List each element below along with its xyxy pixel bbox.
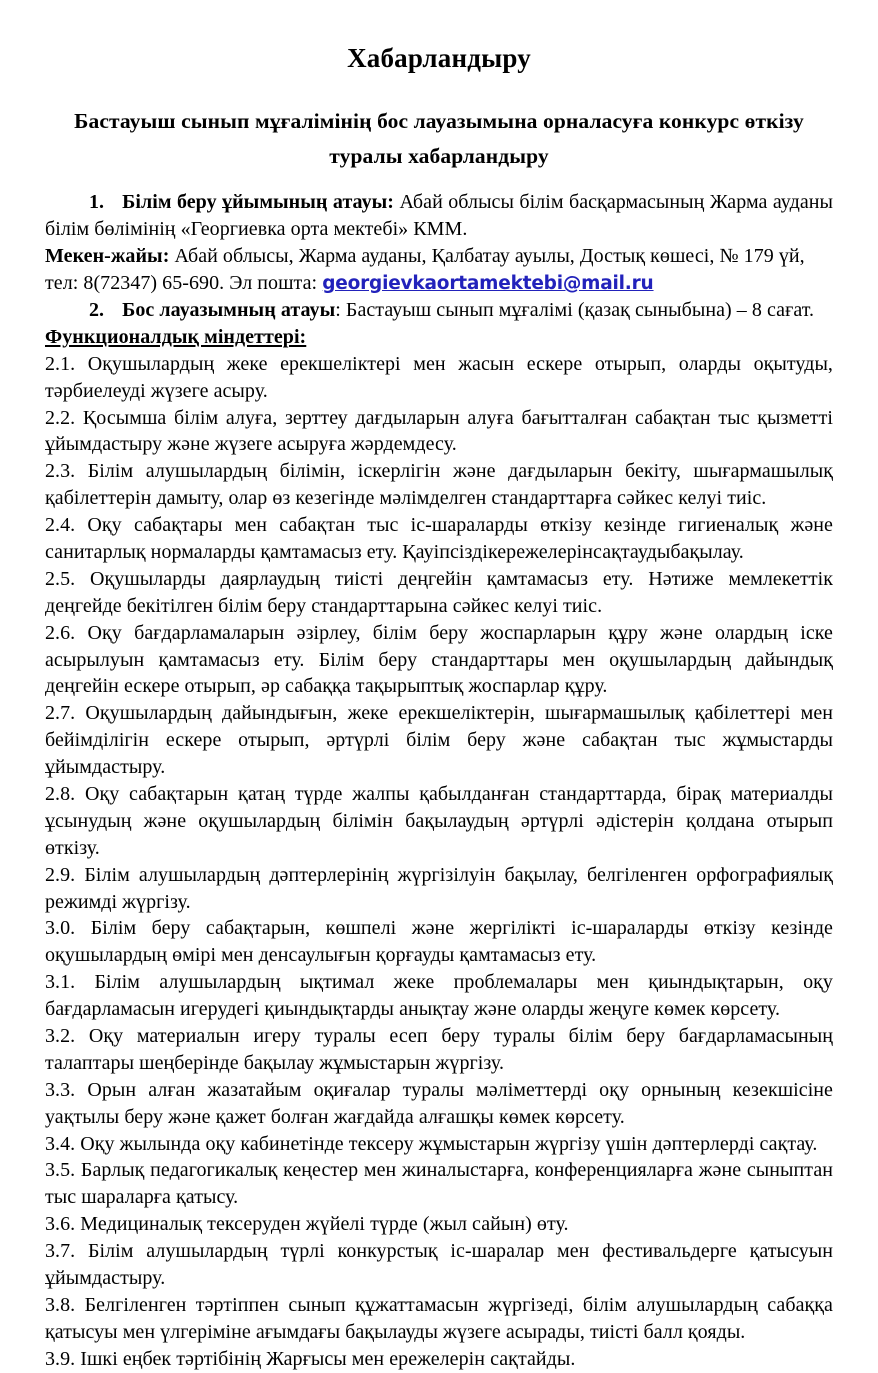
section-vacancy-name	[45, 297, 833, 324]
section-2-text: Бастауыш сынып мұғалімі (қазақ сыныбына) – 8 сағат.	[345, 298, 815, 321]
duty-text: Оқу сабақтарын қатаң түрде жалпы қабылданған стандарттарда, бірақ материалды ұсынудың және оқушылардың білімін бақылаудың әртүрлі әдістерін қолдана отырып өткізу.	[45, 783, 833, 859]
duty-text: Оқу жылында оқу кабинетінде тексеру жұмыстарын жүргізу үшін дәптерлерді сақтау.	[80, 1132, 818, 1155]
duty-text: Білім алушылардың дәптерлерінің жүргізілуін бақылау, белгіленген орфографиялық режимді жүргізу.	[45, 863, 833, 913]
duty-text: Барлық педагогикалық кеңестер мен жиналыстарға, конференцияларға және сыныптан тыс шараларға қатысу.	[45, 1159, 833, 1209]
page-title: Хабарландыру	[347, 43, 531, 73]
duty-text: Медициналық тексеруден жүйелі түрде (жыл сайын) өту.	[80, 1213, 569, 1236]
section-1-label: Білім беру ұйымының атауы:	[122, 191, 395, 214]
duty-item	[45, 566, 833, 620]
duty-number: 2.7.	[45, 702, 76, 725]
duty-item	[45, 1211, 833, 1238]
duty-item	[45, 700, 833, 781]
duty-number: 2.4.	[45, 514, 76, 537]
duty-number: 2.6.	[45, 621, 76, 644]
section-2-label: Бос лауазымның атауы	[122, 298, 336, 321]
duty-item	[45, 351, 833, 405]
address-text: Абай облысы, Жарма ауданы, Қалбатау ауылы, Достық көшесі, № 179 үй,	[174, 245, 805, 268]
duty-text: Орын алған жазатайым оқиғалар туралы мәліметтерді оқу орнының кезекшісіне уақтылы беру және қажет болған жағдайда алғашқы көмек көрсету.	[45, 1078, 833, 1128]
section-2-number: 2.	[89, 298, 105, 321]
duty-number: 2.8.	[45, 783, 76, 805]
duty-number: 3.3.	[45, 1078, 76, 1101]
duty-number: 3.4.	[45, 1132, 76, 1155]
page-subtitle: Бастауыш сынып мұғалімінің бос лауазымына орналасуға конкурс өткізу туралы хабарландыру	[74, 108, 804, 168]
duty-item	[45, 1023, 833, 1077]
duty-item	[45, 915, 833, 969]
duty-number: 2.1.	[45, 352, 76, 375]
phone-text: тел: 8(72347) 65-690. Эл пошта:	[45, 272, 318, 295]
duty-item	[45, 1292, 833, 1346]
duty-number: 2.5.	[45, 567, 76, 590]
duty-item	[45, 458, 833, 512]
section-2-colon: :	[335, 298, 341, 321]
section-1-number: 1.	[89, 191, 105, 214]
duty-number: 3.2.	[45, 1025, 76, 1048]
duty-item	[45, 1131, 833, 1158]
duty-text: Оқушылардың жеке ерекшеліктері мен жасын ескере отырып, оларды оқытуды, тәрбиелеуді жүзеге асыру.	[45, 352, 833, 402]
duties-heading: Функционалдық міндеттері:	[45, 325, 307, 348]
duty-text: Білім алушылардың түрлі конкурстық іс-шаралар мен фестивальдерге қатысуын ұйымдастыру.	[45, 1240, 833, 1290]
duty-number: 3.6.	[45, 1213, 76, 1236]
duty-number: 2.9.	[45, 863, 76, 886]
duty-number: 3.0.	[45, 917, 76, 940]
duty-text: Оқушылардың дайындығын, жеке ерекшеліктерін, шығармашылық қабілеттері мен бейімділігін ескере отырып, әртүрлі білім беру және сабақтан тыс жұмыстарды ұйымдастыру.	[45, 702, 833, 779]
duty-number: 2.2.	[45, 406, 76, 429]
duty-item	[45, 405, 833, 459]
section-organization-name	[45, 189, 833, 243]
duty-text: Қосымша білім алуға, зерттеу дағдыларын алуға бағытталған сабақтан тыс қызметті ұйымдастыру және жүзеге асыруға жәрдемдесу.	[45, 406, 833, 456]
duty-item	[45, 620, 833, 701]
duty-text: Оқу материалын игеру туралы есеп беру туралы білім беру бағдарламасының талаптары шеңберінде бақылау жұмыстарын жүргізу.	[45, 1025, 833, 1074]
duty-text: Ішкі еңбек тәртібінің Жарғысы мен ережелерін сақтайды.	[80, 1347, 576, 1370]
duty-item	[45, 862, 833, 916]
duty-text: Оқу сабақтары мен сабақтан тыс іс-шараларды өткізу кезінде гигиеналық және санитарлық нормаларды қамтамасыз ету. Қауіпсіздікережелерінсақтаудыбақылау.	[45, 514, 833, 563]
duty-item	[45, 1077, 833, 1131]
duty-text: Оқушыларды даярлаудың тиісті деңгейін қамтамасыз ету. Нәтиже мемлекеттік деңгейде бекітілген білім беру стандарттарына сәйкес келуі тиіс.	[45, 567, 833, 617]
duty-number: 3.9.	[45, 1347, 76, 1370]
duty-text: Білім алушылардың ықтимал жеке проблемалары мен қиындықтарын, оқу бағдарламасын игерудегі қиындықтарды анықтау және оларды жеңуге көмек көрсету.	[45, 971, 833, 1021]
duty-text: Белгіленген тәртіппен сынып құжаттамасын жүргізеді, білім алушылардың сабаққа қатысуы мен үлгеріміне ағымдағы бақылауды жүзеге асырады, тиісті балл қояды.	[45, 1293, 833, 1343]
duty-item	[45, 1238, 833, 1292]
duty-text: Оқу бағдарламаларын әзірлеу, білім беру жоспарларын құру және олардың іске асырылуын қамтамасыз ету. Білім беру стандарттары мен оқушылардың дайындық деңгейін ескере отырып, әр сабаққа тақырыптық жоспарлар құру.	[45, 621, 833, 698]
duty-text: Білім беру сабақтарын, көшпелі және жергілікті іс-шараларды өткізу кезінде оқушылардың өмірі мен денсаулығын қорғауды қамтамасыз ету.	[45, 917, 833, 967]
email-link[interactable]: georgievkaortamektebi@mail.ru	[322, 273, 654, 295]
duties-heading-line	[45, 324, 833, 351]
address-line	[45, 243, 833, 270]
section-1-text: Абай облысы білім басқармасының Жарма ауданы білім бөлімінің «Георгиевка орта мектебі» КММ.	[45, 191, 833, 241]
duty-number: 2.3.	[45, 460, 76, 483]
duty-item	[45, 781, 833, 862]
duty-number: 3.1.	[45, 971, 76, 994]
duties-list	[45, 351, 833, 1373]
duty-item	[45, 1346, 833, 1373]
duty-number: 3.7.	[45, 1240, 76, 1263]
duty-item	[45, 969, 833, 1023]
duty-number: 3.8.	[45, 1293, 76, 1316]
document-body	[45, 173, 833, 1372]
duty-item	[45, 512, 833, 566]
duty-text: Білім алушылардың білімін, іскерлігін және дағдыларын бекіту, шығармашылық қабілеттерін дамыту, олар өз кезегінде мәлімделген стандарттарға сәйкес келуі тиіс.	[45, 460, 833, 510]
contact-line	[45, 270, 833, 297]
duty-item	[45, 1157, 833, 1211]
address-label: Мекен-жайы:	[45, 245, 170, 268]
duty-number: 3.5.	[45, 1159, 76, 1182]
